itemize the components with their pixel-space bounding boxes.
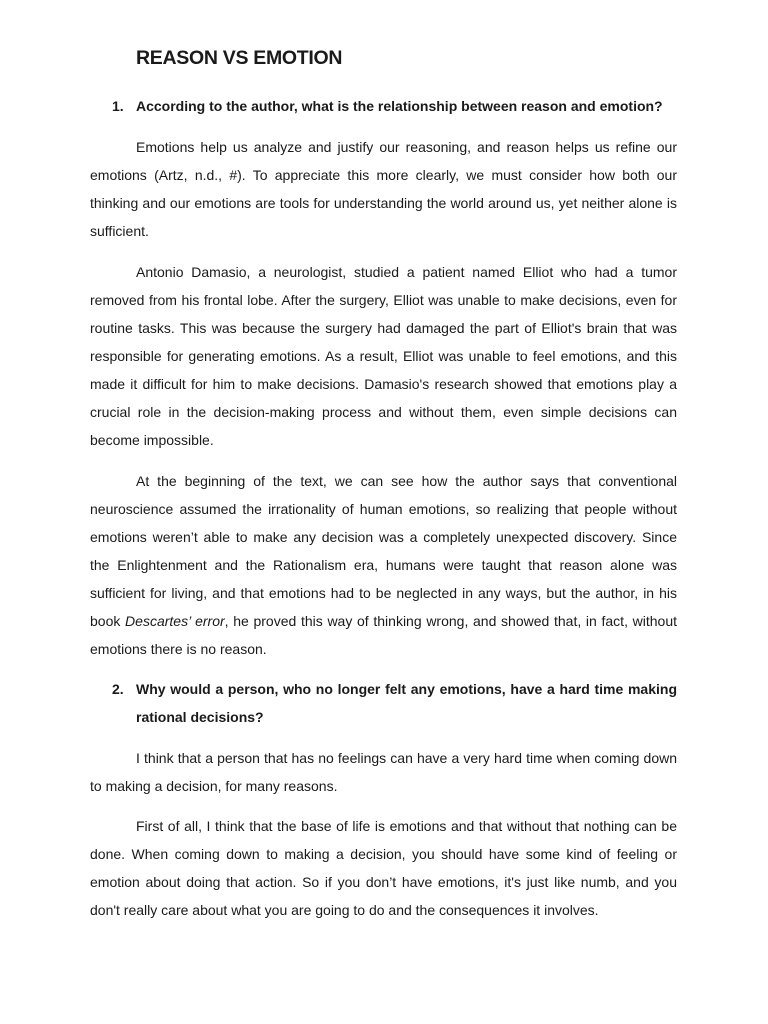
question-text: According to the author, what is the relationship between reason and emotion? — [136, 98, 663, 114]
paragraph-text: At the beginning of the text, we can see how the author says that conventional neuroscience assumed the irrationality of human emotions, so realizing that people without emotions weren’t able to make any decision was a completely unexpected discovery. Since the Enlightenment and the Rationalism era, humans were taught that reason alone was sufficient for living, and that emotions had to be neglected in any ways, but the author, in his book — [90, 473, 677, 629]
question-1 — [112, 92, 677, 120]
question-number: 2. — [112, 681, 124, 697]
question-number: 1. — [112, 98, 124, 114]
question-text: Why would a person, who no longer felt any emotions, have a hard time making rational decisions? — [136, 681, 677, 725]
question-2 — [112, 675, 677, 731]
answer-1-paragraph-3 — [90, 467, 677, 663]
answer-2-paragraph-1: I think that a person that has no feelings can have a very hard time when coming down to making a decision, for many reasons. — [90, 750, 677, 794]
book-title: Descartes’ error — [125, 613, 225, 629]
answer-1-paragraph-2: Antonio Damasio, a neurologist, studied a patient named Elliot who had a tumor removed from his frontal lobe. After the surgery, Elliot was unable to make decisions, even for routine tasks. This was because the surgery had damaged the part of Elliot's brain that was responsible for generating emotions. As a result, Elliot was unable to feel emotions, and this made it difficult for him to make decisions. Damasio's research showed that emotions play a crucial role in the decision-making process and without them, even simple decisions can become impossible. — [90, 264, 677, 448]
paragraph-text: , he proved this way of thinking wrong, and showed that, in fact, without emotions there is no reason. — [90, 613, 677, 657]
answer-2-paragraph-2: First of all, I think that the base of life is emotions and that without that nothing can be done. When coming down to making a decision, you should have some kind of feeling or emotion about doing that action. So if you don’t have emotions, it's just like numb, and you don't really care about what you are going to do and the consequences it involves. — [90, 818, 677, 918]
answer-1-paragraph-1: Emotions help us analyze and justify our reasoning, and reason helps us refine our emotions (Artz, n.d., #). To appreciate this more clearly, we must consider how both our thinking and our emotions are tools for understanding the world around us, yet neither alone is sufficient. — [90, 139, 677, 239]
document-title: REASON VS EMOTION — [136, 47, 343, 69]
